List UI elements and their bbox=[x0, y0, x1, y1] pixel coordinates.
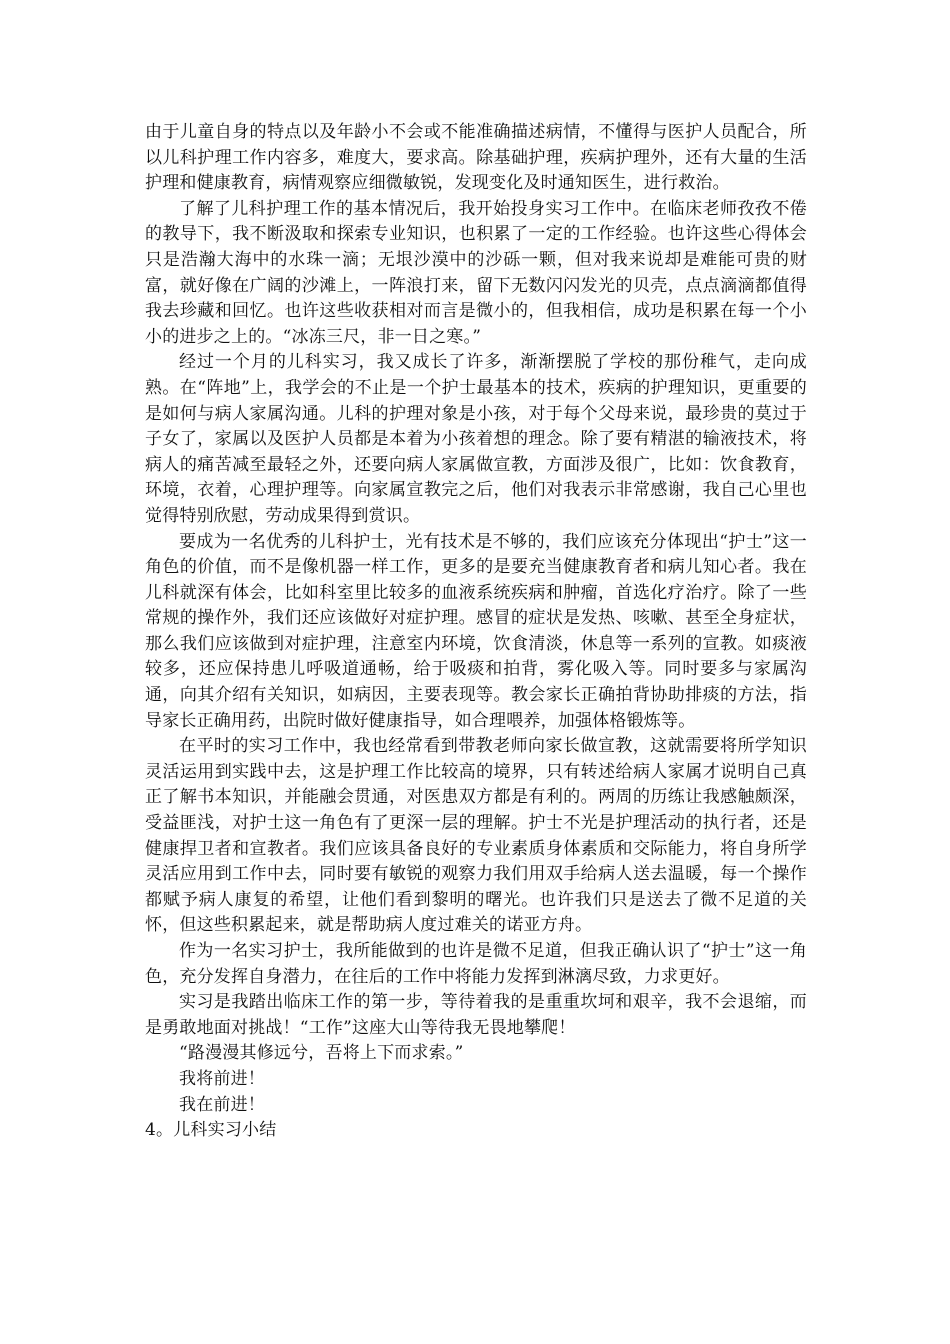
paragraph-1: 由于儿童自身的特点以及年龄小不会或不能准确描述病情，不懂得与医护人员配合，所以儿科护理工作内容多，难度大，要求高。除基础护理，疾病护理外，还有大量的生活护理和健康教育，病情观察应细微敏锐，发现变化及时通知医生，进行救治。 bbox=[145, 122, 807, 194]
paragraph-6: 作为一名实习护士，我所能做到的也许是微不足道，但我正确认识了“护士”这一角色，充分发挥自身潜力，在往后的工作中将能力发挥到淋漓尽致，力求更好。 bbox=[145, 941, 807, 987]
paragraph-7: 实习是我踏出临床工作的第一步，等待着我的是重重坎坷和艰辛，我不会退缩，而是勇敢地面对挑战！“工作”这座大山等待我无畏地攀爬！ bbox=[145, 992, 807, 1038]
paragraph-4: 要成为一名优秀的儿科护士，光有技术是不够的，我们应该充分体现出“护士”这一角色的价值，而不是像机器一样工作，更多的是要充当健康教育者和病儿知心者。我在儿科就深有体会，比如科室里比较多的血液系统疾病和肿瘤，首选化疗治疗。除了一些常规的操作外，我们还应该做好对症护理。感冒的症状是发热、咳嗽、甚至全身症状，那么我们应该做到对症护理，注意室内环境，饮食清淡，休息等一系列的宣教。如痰液较多，还应保持患儿呼吸道通畅，给于吸痰和拍背，雾化吸入等。同时要多与家属沟通，向其介绍有关知识，如病因，主要表现等。教会家长正确拍背协助排痰的方法，指导家长正确用药，出院时做好健康指导，如合理喂养，加强体格锻炼等。 bbox=[145, 531, 807, 731]
paragraph-5: 在平时的实习工作中，我也经常看到带教老师向家长做宣教，这就需要将所学知识灵活运用到实践中去，这是护理工作比较高的境界，只有转述给病人家属才说明自己真正了解书本知识，并能融会贯通，对医患双方都是有利的。两周的历练让我感触颇深，受益匪浅，对护士这一角色有了更深一层的理解。护士不光是护理活动的执行者，还是健康捍卫者和宣教者。我们应该具备良好的专业素质身体素质和交际能力，将自身所学灵活应用到工作中去，同时要有敏锐的观察力我们用双手给病人送去温暖，每一个操作都赋予病人康复的希望，让他们看到黎明的曙光。也许我们只是送去了微不足道的关怀，但这些积累起来，就是帮助病人度过难关的诺亚方舟。 bbox=[145, 736, 807, 936]
quote-line: “路漫漫其修远兮，吾将上下而求索。” bbox=[179, 1043, 464, 1064]
closing-line-2: 我在前进！ bbox=[179, 1094, 265, 1115]
paragraph-3: 经过一个月的儿科实习，我又成长了许多，渐渐摆脱了学校的那份稚气，走向成熟。在“阵地”上，我学会的不止是一个护士最基本的技术，疾病的护理知识，更重要的是如何与病人家属沟通。儿科的护理对象是小孩，对于每个父母来说，最珍贵的莫过于子女了，家属以及医护人员都是本着为小孩着想的理念。除了要有精湛的输液技术，将病人的痛苦减至最轻之外，还要向病人家属做宣教，方面涉及很广，比如：饮食教育，环境，衣着，心理护理等。向家属宣教完之后，他们对我表示非常感谢，我自己心里也觉得特别欣慰，劳动成果得到赏识。 bbox=[145, 352, 807, 526]
section-heading: 4。儿科实习小结 bbox=[145, 1120, 277, 1141]
paragraph-2: 了解了儿科护理工作的基本情况后，我开始投身实习工作中。在临床老师孜孜不倦的教导下，我不断汲取和探索专业知识，也积累了一定的工作经验。也许这些心得体会只是浩瀚大海中的水珠一滴；无垠沙漠中的沙砾一颗，但对我来说却是难能可贵的财富，就好像在广阔的沙滩上，一阵浪打来，留下无数闪闪发光的贝壳，点点滴滴都值得我去珍藏和回忆。也许这些收获相对而言是微小的，但我相信，成功是积累在每一个小小的进步之上的。“冰冻三尺，非一日之寒。” bbox=[145, 198, 807, 347]
document-page bbox=[145, 120, 807, 1144]
closing-line-1: 我将前进！ bbox=[179, 1068, 265, 1089]
